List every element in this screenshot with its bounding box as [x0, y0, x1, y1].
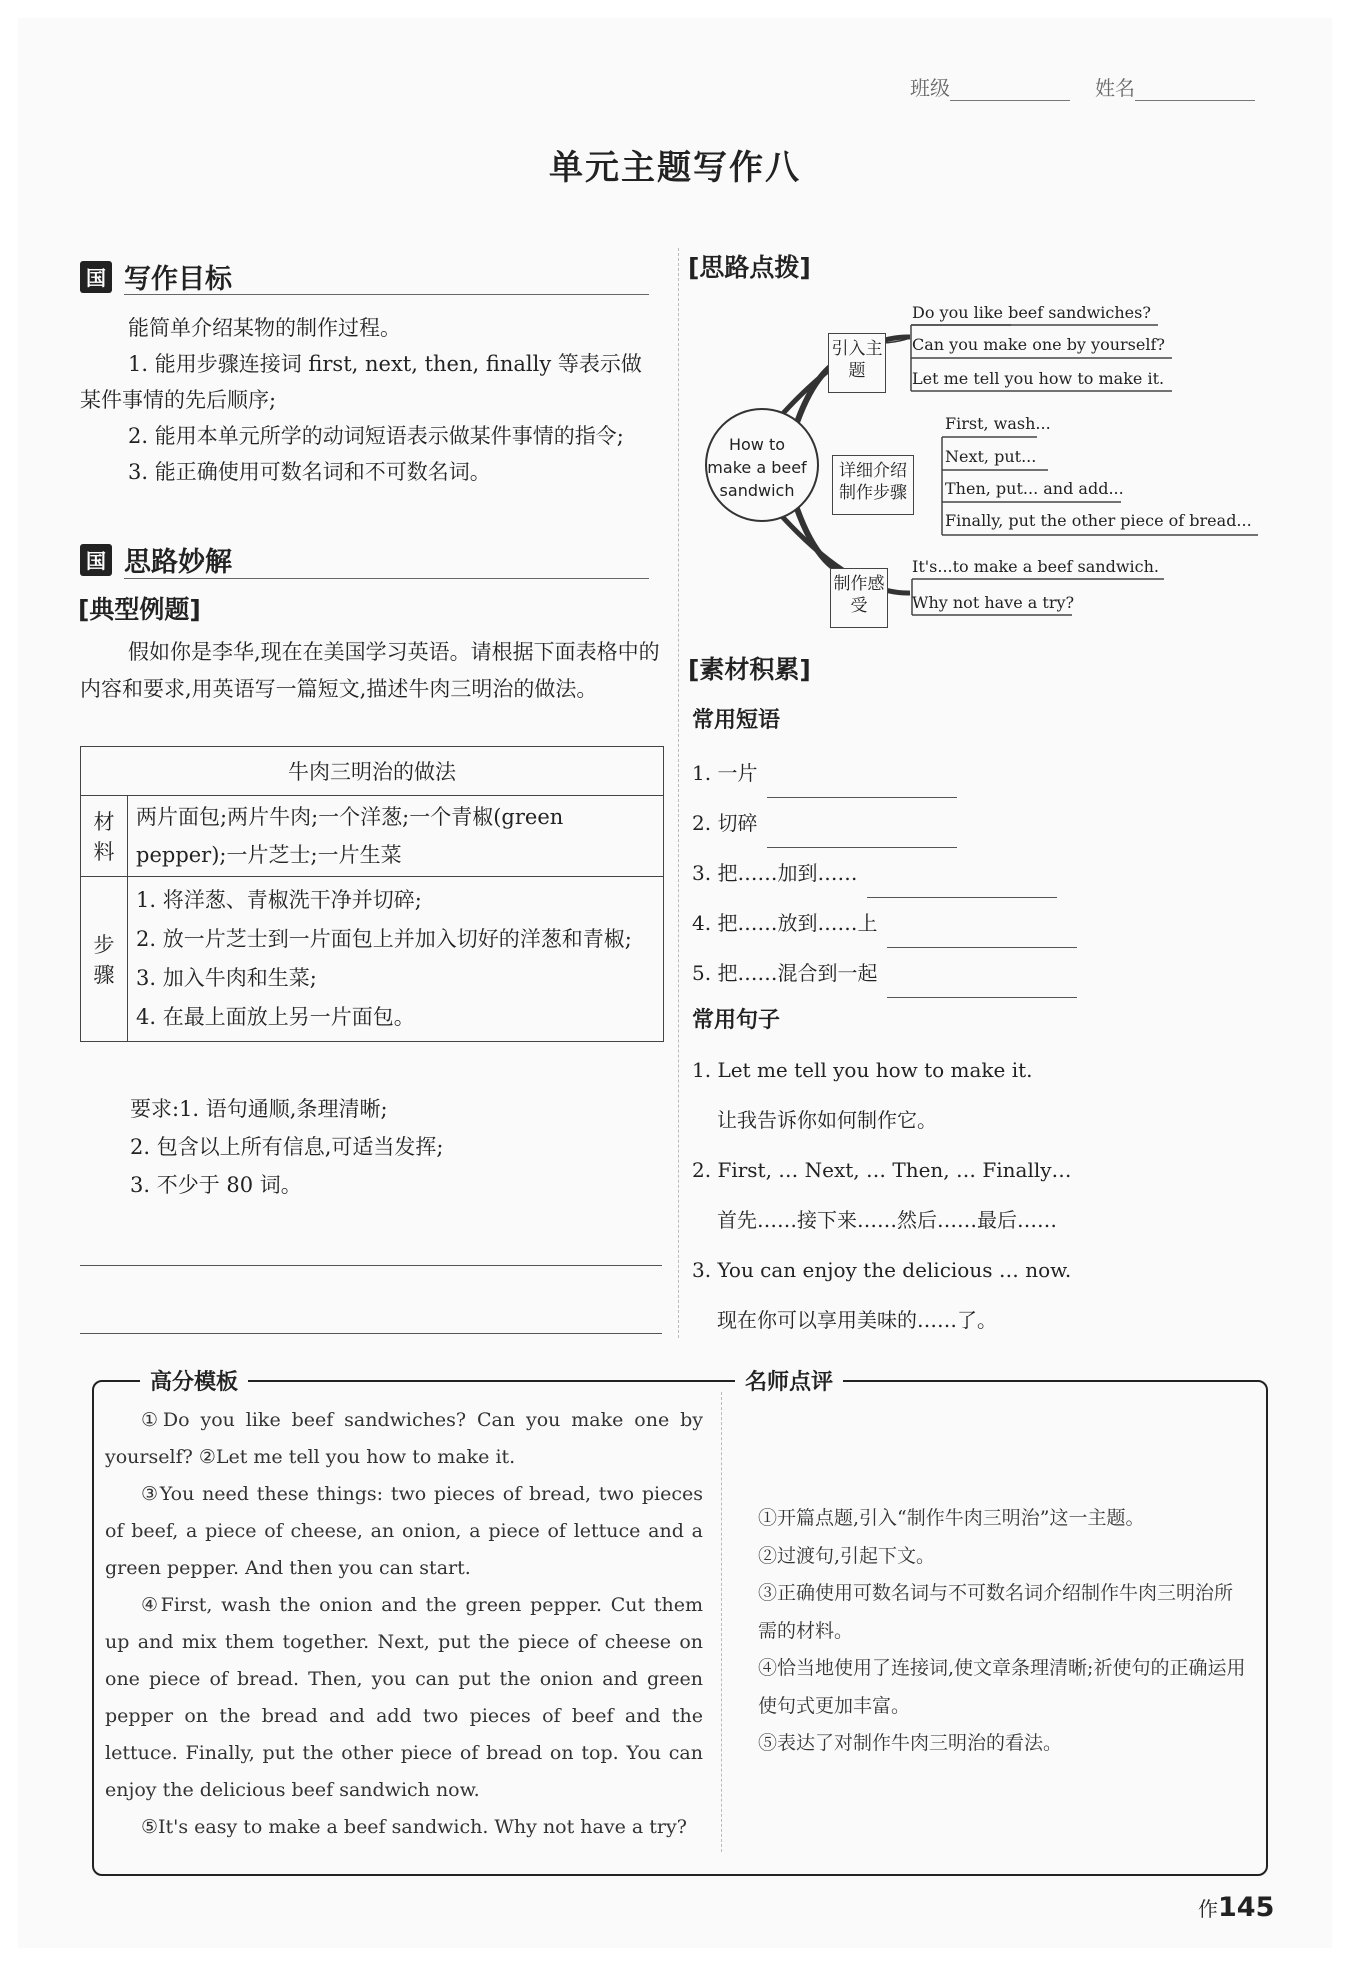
mindmap-box-steps: 详细介绍制作步骤 [832, 455, 914, 515]
phrase-item: 2. 切碎 [692, 798, 1077, 848]
mindmap-item: Finally, put the other piece of bread... [945, 511, 1252, 530]
page-prefix: 作 [1198, 1897, 1218, 1921]
section-rule [124, 578, 649, 579]
phrases-title: 常用短语 [692, 708, 781, 733]
comment-item: ③正确使用可数名词与不可数名词介绍制作牛肉三明治所需的材料。 [758, 1582, 1234, 1642]
sentence-zh: 让我告诉你如何制作它。 [717, 1108, 937, 1132]
phrase-item: 5. 把……混合到一起 [692, 948, 1077, 998]
phrase-blank[interactable] [867, 877, 1057, 898]
step-item: 3. 加入牛肉和生菜; [136, 966, 317, 990]
requirement-item: 2. 包含以上所有信息,可适当发挥; [130, 1135, 444, 1159]
materials-cell: 两片面包;两片牛肉;一个洋葱;一个青椒(green pepper);一片芝士;一片生菜 [128, 796, 664, 877]
sentence-list [692, 1045, 1072, 1345]
sentence-en: 3. You can enjoy the delicious … now. [692, 1258, 1072, 1282]
section-rule [124, 294, 649, 295]
writing-line[interactable] [80, 1333, 662, 1334]
example-label: [典型例题] [78, 595, 201, 624]
mindmap-item: Next, put... [945, 447, 1037, 466]
phrase-blank[interactable] [887, 927, 1077, 948]
page-number [1198, 1892, 1274, 1923]
step-item: 4. 在最上面放上另一片面包。 [136, 1005, 415, 1029]
phrase-item: 1. 一片 [692, 748, 1077, 798]
page-number-value: 145 [1218, 1892, 1275, 1923]
section-title: 思路妙解 [124, 547, 232, 578]
mindmap-item: Do you like beef sandwiches? [912, 303, 1151, 322]
mindmap-item: First, wash... [945, 414, 1051, 433]
comment-item: ②过渡句,引起下文。 [758, 1544, 936, 1567]
mindmap-item: It's...to make a beef sandwich. [912, 557, 1159, 576]
model-label: 高分模板 [140, 1365, 248, 1396]
phrase-blank[interactable] [767, 777, 957, 798]
requirements [80, 1090, 660, 1204]
goal-item: 2. 能用本单元所学的动词短语表示做某件事情的指令; [128, 424, 624, 448]
phrase-blank[interactable] [887, 977, 1077, 998]
comment-item: ⑤表达了对制作牛肉三明治的看法。 [758, 1732, 1063, 1754]
name-label: 姓名 [1095, 76, 1135, 100]
phrase-item: 3. 把……加到…… [692, 848, 1077, 898]
model-paragraph: ①Do you like beef sandwiches? Can you make one by yourself? ②Let me tell you how to make it. [105, 1409, 703, 1468]
writing-goals [80, 310, 660, 490]
sentences-title: 常用句子 [692, 1008, 781, 1033]
model-paragraph: ④First, wash the onion and the green pepper. Cut them up and mix them together. Next, put the piece of cheese on one piece of bread. Then, you can put the onion and green pepper on the bread and add two pieces of beef and the lettuce. Finally, put the other piece of bread on top. You can enjoy the delicious beef sandwich now. [105, 1594, 703, 1801]
model-paragraph: ③You need these things: two pieces of bread, two pieces of beef, a piece of cheese, an onion, a piece of lettuce and a green pepper. And then you can start. [105, 1483, 703, 1579]
mindmap-item: Why not have a try? [912, 593, 1075, 612]
steps-label: 步骤 [81, 877, 128, 1042]
recipe-table [80, 746, 664, 1042]
goals-intro: 能简单介绍某物的制作过程。 [128, 316, 401, 340]
column-divider [678, 248, 679, 1338]
section-writing-goals-heading [80, 257, 232, 296]
phrase-blank[interactable] [767, 827, 957, 848]
mindmap-center: How to make a beef sandwich [707, 435, 807, 500]
step-item: 2. 放一片芝士到一片面包上并加入切好的洋葱和青椒; [136, 927, 632, 951]
phrase-list [692, 748, 1077, 998]
table-title: 牛肉三明治的做法 [81, 747, 664, 796]
sentence-en: 2. First, … Next, … Then, … Finally… [692, 1158, 1072, 1182]
box-divider [721, 1392, 722, 1852]
mindmap-box-intro: 引入主题 [828, 333, 886, 393]
model-essay [105, 1402, 703, 1846]
section-icon: 国 [80, 544, 112, 576]
comments-label: 名师点评 [735, 1365, 843, 1396]
requirement-item: 要求:1. 语句通顺,条理清晰; [130, 1097, 388, 1121]
mindmap-box-feelings: 制作感受 [830, 568, 888, 628]
mindmap-item: Can you make one by yourself? [912, 335, 1165, 354]
teacher-comments [758, 1500, 1248, 1763]
sentence-zh: 首先……接下来……然后……最后…… [717, 1208, 1057, 1232]
mindmap-item: Then, put... and add... [945, 479, 1124, 498]
page-title: 单元主题写作八 [549, 148, 801, 188]
materials-label: 材料 [81, 796, 128, 877]
section-icon: 国 [80, 261, 112, 293]
sentence-en: 1. Let me tell you how to make it. [692, 1058, 1033, 1082]
class-blank[interactable] [950, 78, 1070, 101]
mindmap-item: Let me tell you how to make it. [912, 369, 1165, 388]
steps-cell [128, 877, 664, 1042]
mindmap-label: [思路点拨] [688, 253, 811, 282]
phrase-item: 4. 把……放到……上 [692, 898, 1077, 948]
section-title: 写作目标 [124, 264, 232, 295]
name-blank[interactable] [1135, 78, 1255, 101]
section-approach-heading [80, 540, 232, 579]
comment-item: ①开篇点题,引入“制作牛肉三明治”这一主题。 [758, 1507, 1145, 1529]
class-label: 班级 [910, 76, 950, 100]
materials-label: [素材积累] [688, 655, 811, 684]
example-prompt: 假如你是李华,现在在美国学习英语。请根据下面表格中的内容和要求,用英语写一篇短文,描述牛肉三明治的做法。 [80, 640, 660, 701]
requirement-item: 3. 不少于 80 词。 [130, 1173, 302, 1197]
sentence-zh: 现在你可以享用美味的……了。 [717, 1308, 997, 1332]
goal-item: 1. 能用步骤连接词 first, next, then, finally 等表示做某件事情的先后顺序; [80, 352, 642, 412]
model-paragraph: ⑤It's easy to make a beef sandwich. Why not have a try? [141, 1816, 687, 1838]
recipe-table-wrapper [80, 746, 664, 1042]
goal-item: 3. 能正确使用可数名词和不可数名词。 [128, 460, 491, 484]
comment-item: ④恰当地使用了连接词,使文章条理清晰;祈使句的正确运用使句式更加丰富。 [758, 1657, 1246, 1717]
name-field[interactable] [1095, 72, 1255, 101]
step-item: 1. 将洋葱、青椒洗干净并切碎; [136, 888, 422, 912]
writing-line[interactable] [80, 1265, 662, 1266]
class-field[interactable] [910, 72, 1070, 101]
